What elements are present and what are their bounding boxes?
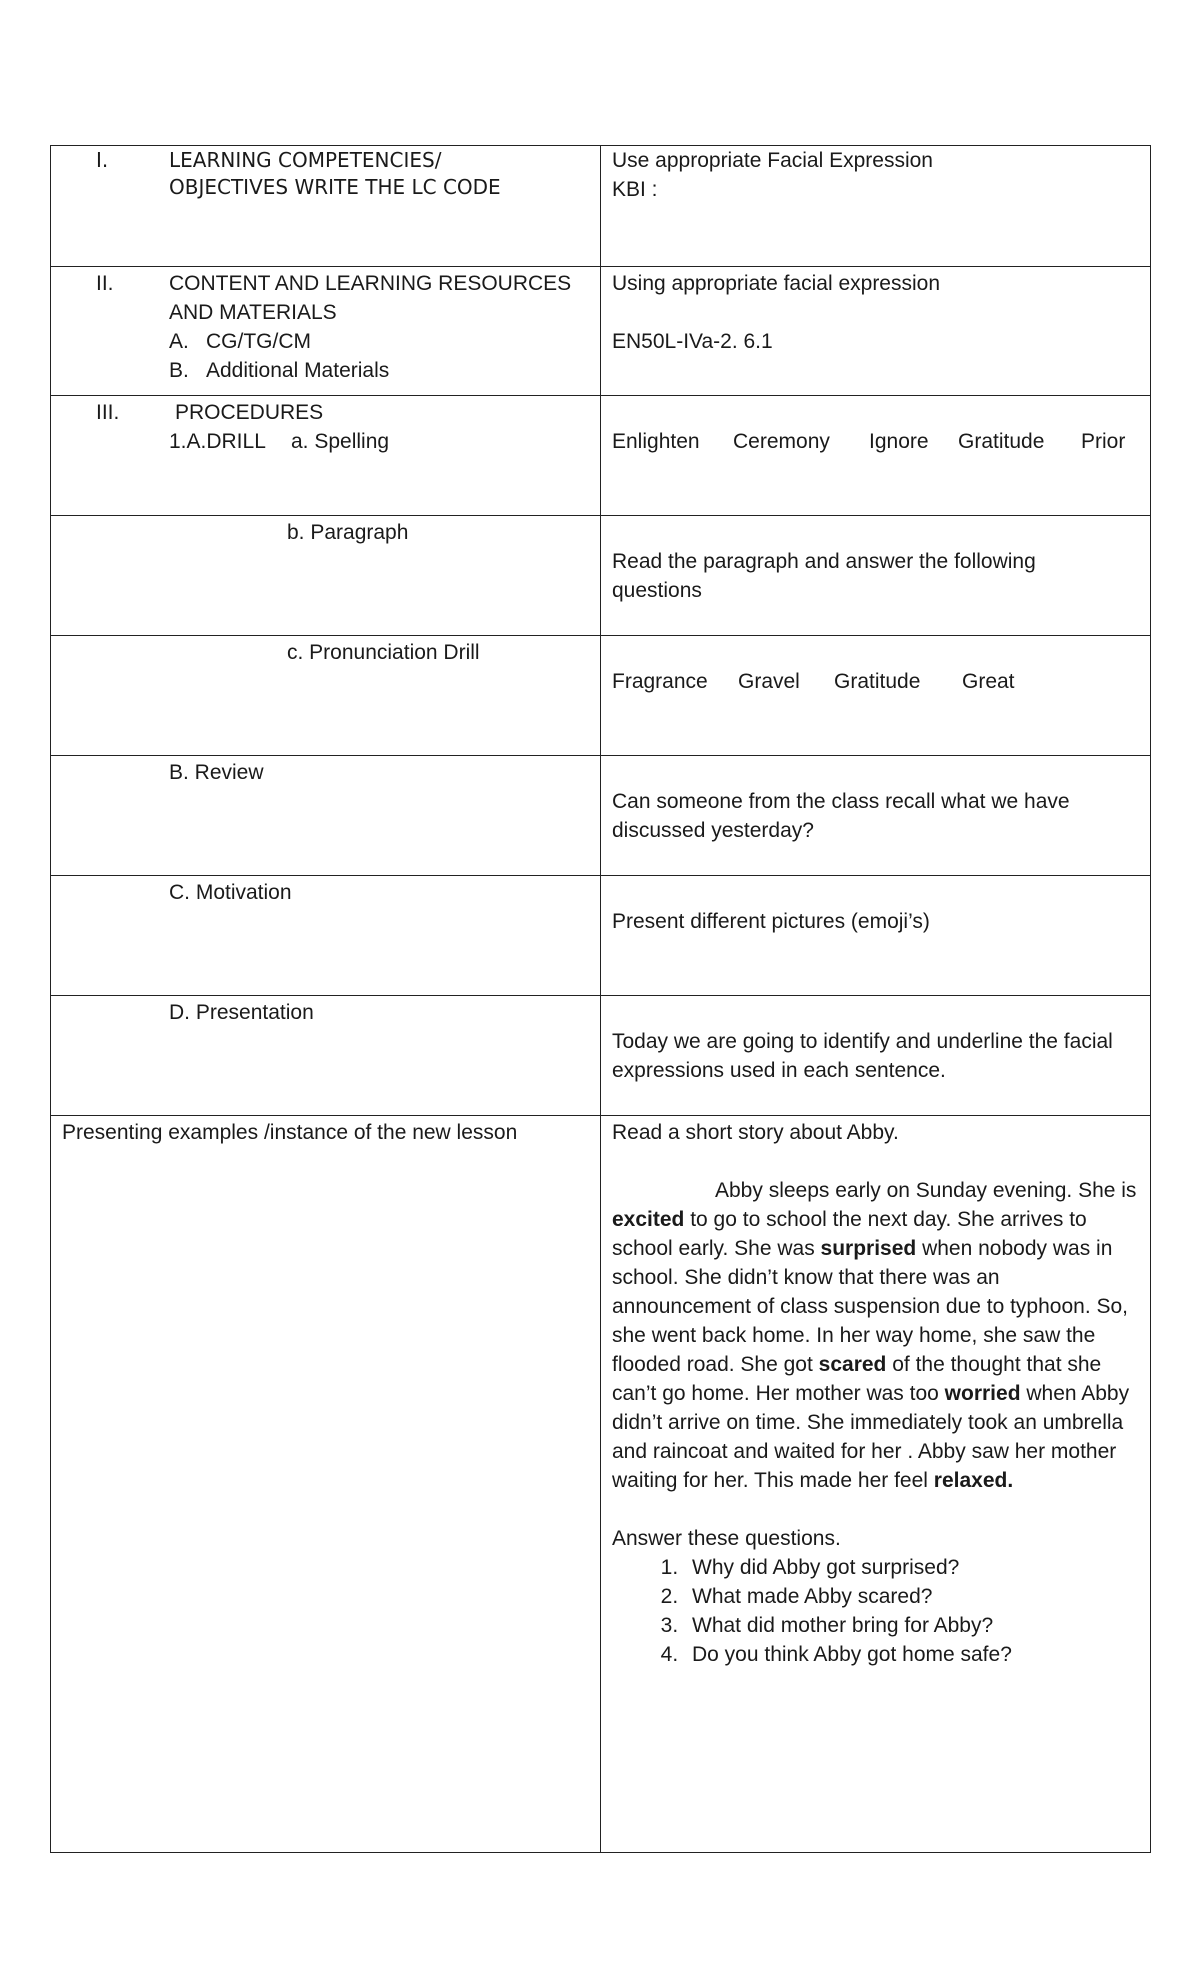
row-content-cell xyxy=(601,396,1150,515)
row-content-cell xyxy=(601,516,1150,635)
spelling-word: Ignore xyxy=(869,430,929,453)
content-text: Using appropriate facial expression xyxy=(612,272,941,295)
subsection-item: b. Paragraph xyxy=(287,521,409,544)
subsection-label: 1.A.DRILL xyxy=(169,430,266,453)
lc-code: EN50L-IVa-2. 6.1 xyxy=(612,330,773,353)
motivation-text: Present different pictures (emoji’s) xyxy=(612,910,930,933)
emotion-word: scared xyxy=(818,1353,887,1376)
section-heading: AND MATERIALS xyxy=(169,301,337,324)
spelling-word: Prior xyxy=(1081,430,1126,453)
section-number: I. xyxy=(96,148,109,172)
row-content-cell xyxy=(601,267,1150,395)
kbi-label: KBI : xyxy=(612,178,658,201)
question-item: 2. What made Abby scared? xyxy=(684,1582,1140,1611)
lesson-plan-table xyxy=(50,145,1151,1853)
subsection-label: D. Presentation xyxy=(169,1001,314,1024)
emotion-word: worried xyxy=(944,1382,1021,1405)
pronunciation-word: Gravel xyxy=(738,670,800,693)
row-procedures xyxy=(51,396,1150,516)
row-learning-competencies xyxy=(51,146,1150,267)
question-item: 4. Do you think Abby got home safe? xyxy=(684,1640,1140,1669)
story-block xyxy=(612,1118,1140,1669)
row-content-resources xyxy=(51,267,1150,396)
question-item: 1. Why did Abby got surprised? xyxy=(684,1553,1140,1582)
row-presentation xyxy=(51,996,1150,1116)
spelling-word: Gratitude xyxy=(958,430,1045,453)
row-paragraph xyxy=(51,516,1150,636)
section-heading: PROCEDURES xyxy=(175,401,324,424)
row-content-cell xyxy=(601,996,1150,1115)
story-intro: Read a short story about Abby. xyxy=(612,1121,899,1144)
row-label-cell xyxy=(51,756,601,875)
spelling-word: Enlighten xyxy=(612,430,700,453)
question-item: 3. What did mother bring for Abby? xyxy=(684,1611,1140,1640)
story-paragraph xyxy=(612,1176,1140,1495)
row-label-cell xyxy=(51,996,601,1115)
subsection-item: a. Spelling xyxy=(291,430,390,453)
row-review xyxy=(51,756,1150,876)
section-number: III. xyxy=(96,401,120,424)
subsection-item: c. Pronunciation Drill xyxy=(287,641,480,664)
presentation-text: Today we are going to identify and underline the facial expressions used in each sentence. xyxy=(612,1030,1113,1082)
section-heading: LEARNING COMPETENCIES/ xyxy=(169,148,442,172)
emotion-word: surprised xyxy=(820,1237,917,1260)
emotion-word: excited xyxy=(612,1208,685,1231)
row-label: Presenting examples /instance of the new lesson xyxy=(62,1121,518,1144)
story-text: of the thought that she can’t go home. Her mother was too xyxy=(612,1353,1102,1405)
story-text: to go to school the next day. She arrives to school early. She was xyxy=(612,1208,1087,1260)
section-number: II. xyxy=(96,272,114,295)
list-item: Additional Materials xyxy=(206,359,390,382)
section-heading: CONTENT AND LEARNING RESOURCES xyxy=(169,272,572,295)
list-marker: A. xyxy=(169,330,189,353)
question-list xyxy=(612,1553,1140,1669)
row-motivation xyxy=(51,876,1150,996)
story-text: when nobody was in school. She didn’t know that there was an announcement of class suspension due to typhoon. So, she went back home. In her way home, she saw the flooded road. She got xyxy=(612,1237,1129,1376)
row-content-cell xyxy=(601,876,1150,995)
pronunciation-word: Fragrance xyxy=(612,670,708,693)
story-text: Abby sleeps early on Sunday evening. She is xyxy=(715,1179,1137,1202)
row-label-cell xyxy=(51,876,601,995)
subsection-label: C. Motivation xyxy=(169,881,292,904)
row-content-cell xyxy=(601,1116,1150,1852)
section-heading: OBJECTIVES WRITE THE LC CODE xyxy=(169,175,501,199)
subsection-label: B. Review xyxy=(169,761,264,784)
row-content-cell xyxy=(601,756,1150,875)
row-label-cell xyxy=(51,396,601,515)
row-pronunciation-drill xyxy=(51,636,1150,756)
pronunciation-word: Great xyxy=(962,670,1015,693)
row-label-cell xyxy=(51,267,601,395)
row-content-cell xyxy=(601,636,1150,755)
row-label-cell xyxy=(51,1116,601,1852)
row-content-cell xyxy=(601,146,1150,266)
story-text: when Abby didn’t arrive on time. She immediately took an umbrella and raincoat and waited for her . Abby saw her mother waiting for her. This made her feel xyxy=(612,1382,1130,1492)
row-label-cell xyxy=(51,146,601,266)
emotion-word: relaxed. xyxy=(933,1469,1014,1492)
questions-intro: Answer these questions. xyxy=(612,1527,841,1550)
row-label-cell xyxy=(51,636,601,755)
spelling-word: Ceremony xyxy=(733,430,830,453)
instruction-text: Read the paragraph and answer the following questions xyxy=(612,550,1036,602)
row-presenting-examples xyxy=(51,1116,1150,1852)
row-label-cell xyxy=(51,516,601,635)
list-marker: B. xyxy=(169,359,189,382)
review-question: Can someone from the class recall what we have discussed yesterday? xyxy=(612,790,1070,842)
list-item: CG/TG/CM xyxy=(206,330,311,353)
objective-text: Use appropriate Facial Expression xyxy=(612,149,933,172)
pronunciation-word: Gratitude xyxy=(834,670,921,693)
